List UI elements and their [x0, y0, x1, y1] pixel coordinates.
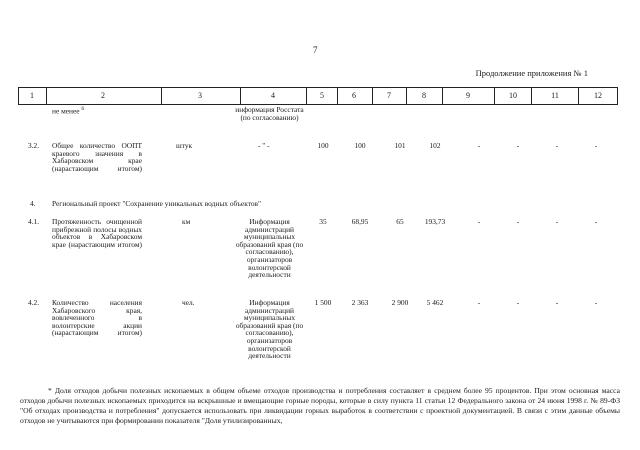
value-col11: - [555, 217, 559, 226]
value-col6: 68,95 [351, 217, 369, 226]
row-number: 4.2. [28, 298, 40, 307]
column-header: 7 [387, 91, 391, 100]
value-col11: - [555, 141, 559, 150]
value-col6: 2 363 [351, 298, 369, 307]
value-col9: - [477, 217, 481, 226]
fragment-superscript: 6 [81, 106, 85, 112]
column-header: 3 [198, 91, 202, 100]
column-header: 4 [271, 91, 275, 100]
indicator-name: Количество населения Хабаровского края, вовлеченного в волонтерские акции (нарастающим итогом) [52, 298, 142, 338]
column-header: 12 [594, 91, 602, 100]
indicator-name: Протяженность очищенной прибрежной полосы водных объектов в Хабаровском крае (нарастающим итогом) [52, 217, 142, 249]
value-col12: - [594, 217, 598, 226]
column-header: 2 [101, 91, 105, 100]
footnote: * Доля отходов добычи полезных ископаемых в общем объеме отходов производства и потребления составляет в среднем более 95 процентов. При этом основная масса отходов добычи полезных ископаемых приходится на вскрышные и вмещающие горные породы, которые в силу пункта 11 статьи 12 Федерального закона от 24 июня 1998 г. № 89-ФЗ "Об отходах производства и потребления" допускается использовать при ликвидации горных выработок в соответствии с проектной документацией. В связи с этим данные объемы отходов не учитываются при формировании показателя "Доля утилизированных, [20, 386, 620, 425]
value-col8: 5 462 [426, 298, 444, 307]
fragment-col2: не менее [52, 106, 80, 116]
value-col5: 35 [319, 217, 327, 226]
value-col7: 101 [394, 141, 406, 150]
section-number: 4. [30, 199, 36, 208]
value-col12: - [594, 298, 598, 307]
unit: чел. [182, 298, 195, 307]
value-col10: - [516, 217, 520, 226]
fragment-source: информация Росстата (по согласованию) [235, 105, 304, 122]
unit: км [182, 217, 191, 226]
value-col7: 65 [396, 217, 404, 226]
indicator-name: Общее количество ООПТ краевого значения в Хабаровском крае (нарастающим итогом) [52, 141, 142, 173]
value-col10: - [516, 298, 520, 307]
row-number: 4.1. [28, 217, 40, 226]
appendix-continuation-label: Продолжение приложения № 1 [475, 68, 588, 78]
value-col5: 100 [317, 141, 329, 150]
fragment-text [52, 106, 84, 115]
table-header-row [18, 87, 618, 105]
value-col11: - [555, 298, 559, 307]
column-header: 1 [30, 91, 34, 100]
column-header: 10 [509, 91, 517, 100]
column-header: 6 [352, 91, 356, 100]
column-header: 5 [320, 91, 324, 100]
value-col12: - [594, 141, 598, 150]
section-title: Региональный проект "Сохранение уникальных водных объектов" [52, 199, 262, 208]
value-col9: - [477, 298, 481, 307]
value-col7: 2 900 [391, 298, 409, 307]
unit: штук [176, 141, 193, 150]
column-header: 11 [551, 91, 559, 100]
value-col10: - [516, 141, 520, 150]
value-col6: 100 [354, 141, 366, 150]
value-col8: 102 [429, 141, 441, 150]
value-col5: 1 500 [314, 298, 332, 307]
source: Информация администраций муниципальных образований края (по согласованию), организаторов волонтерской деятельности [235, 217, 304, 280]
source: - " - [258, 141, 270, 150]
column-header: 9 [466, 91, 470, 100]
column-header: 8 [422, 91, 426, 100]
source: Информация администраций муниципальных образований края (по согласованию), организаторов волонтерской деятельности [235, 298, 304, 361]
value-col9: - [477, 141, 481, 150]
page-number: 7 [313, 45, 318, 55]
value-col8: 193,73 [424, 217, 446, 226]
row-number: 3.2. [28, 141, 40, 150]
